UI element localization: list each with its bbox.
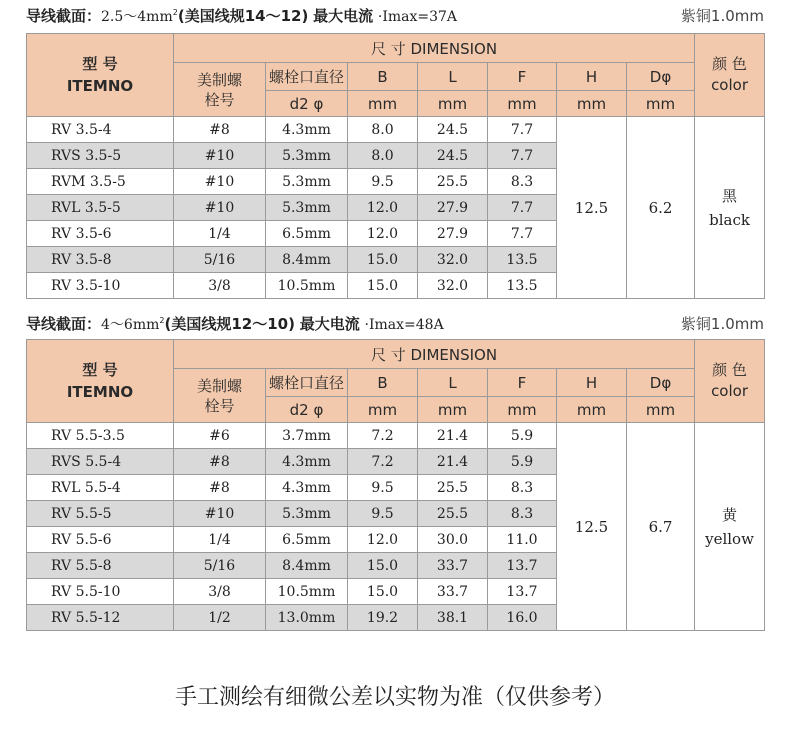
l-cell: 24.5 [418, 117, 488, 143]
bolt-cell: #6 [174, 423, 266, 449]
d2-cell: 5.3mm [266, 169, 348, 195]
l-cell: 32.0 [418, 273, 488, 299]
f-cell: 5.9 [488, 423, 557, 449]
model-cell: RV 5.5-8 [27, 553, 174, 579]
d2-cell: 10.5mm [266, 579, 348, 605]
d2-cell: 13.0mm [266, 605, 348, 631]
b-header: B [348, 63, 418, 91]
bolt-cell: 1/2 [174, 605, 266, 631]
model-cell: RV 3.5-4 [27, 117, 174, 143]
h-unit: mm [557, 397, 627, 423]
table-row [27, 423, 765, 449]
spec-table-1 [26, 33, 765, 299]
model-cell: RVL 3.5-5 [27, 195, 174, 221]
b-cell: 15.0 [348, 247, 418, 273]
d2-cell: 4.3mm [266, 449, 348, 475]
l-cell: 27.9 [418, 195, 488, 221]
l-cell: 33.7 [418, 553, 488, 579]
f-cell: 13.7 [488, 553, 557, 579]
wire-spec-line [26, 313, 444, 334]
b-unit: mm [348, 91, 418, 117]
d2-cell: 5.3mm [266, 143, 348, 169]
bolt-cell: #10 [174, 143, 266, 169]
bolt-cell: 3/8 [174, 579, 266, 605]
b-unit: mm [348, 397, 418, 423]
max-current-value: ·Imax=48A [364, 317, 444, 333]
dimension-header: 尺 寸 DIMENSION [174, 340, 695, 369]
max-current-value: ·Imax=37A [377, 9, 458, 25]
l-cell: 24.5 [418, 143, 488, 169]
b-cell: 15.0 [348, 553, 418, 579]
l-cell: 21.4 [418, 449, 488, 475]
f-cell: 11.0 [488, 527, 557, 553]
model-cell: RVS 3.5-5 [27, 143, 174, 169]
unit-superscript: 2 [159, 316, 165, 325]
material-note: 紫铜1.0mm [680, 315, 764, 333]
bolt-cell: #10 [174, 195, 266, 221]
tolerance-disclaimer: 手工测绘有细微公差以实物为准（仅供参考） [174, 685, 615, 710]
b-cell: 7.2 [348, 449, 418, 475]
d2-unit: d2 φ [266, 91, 348, 117]
f-unit: mm [488, 397, 557, 423]
d2-cell: 6.5mm [266, 221, 348, 247]
bolt-cell: 3/8 [174, 273, 266, 299]
model-cell: RVS 5.5-4 [27, 449, 174, 475]
b-cell: 12.0 [348, 221, 418, 247]
h-header: H [557, 63, 627, 91]
f-cell: 7.7 [488, 195, 557, 221]
d2-cell: 10.5mm [266, 273, 348, 299]
max-current-label: 最大电流 [299, 315, 360, 333]
bolt-cell: #8 [174, 117, 266, 143]
d2-cell: 5.3mm [266, 195, 348, 221]
l-cell: 25.5 [418, 475, 488, 501]
model-cell: RVL 5.5-4 [27, 475, 174, 501]
unit-superscript: 2 [172, 8, 178, 17]
h-value: 12.5 [557, 117, 627, 299]
d2-cell: 8.4mm [266, 247, 348, 273]
f-cell: 13.5 [488, 247, 557, 273]
f-cell: 5.9 [488, 449, 557, 475]
b-cell: 8.0 [348, 117, 418, 143]
wire-section-value: 4～6mm [101, 317, 160, 333]
d-value: 6.2 [627, 117, 695, 299]
f-cell: 7.7 [488, 143, 557, 169]
f-cell: 8.3 [488, 501, 557, 527]
model-cell: RV 5.5-5 [27, 501, 174, 527]
wire-section-label: 导线截面： [26, 7, 102, 25]
us-bolt-header: 美制螺栓号 [174, 369, 266, 423]
f-cell: 7.7 [488, 117, 557, 143]
d2-cell: 3.7mm [266, 423, 348, 449]
d-value: 6.7 [627, 423, 695, 631]
spec-table-2 [26, 339, 765, 631]
model-cell: RVM 3.5-5 [27, 169, 174, 195]
model-cell: RV 5.5-3.5 [27, 423, 174, 449]
f-cell: 8.3 [488, 475, 557, 501]
l-unit: mm [418, 91, 488, 117]
material-note: 紫铜1.0mm [680, 7, 764, 25]
section-1-header [26, 3, 764, 27]
d2-cell: 8.4mm [266, 553, 348, 579]
color-value: 黑 black [695, 117, 765, 299]
table-row [27, 117, 765, 143]
f-cell: 13.5 [488, 273, 557, 299]
d2-cell: 6.5mm [266, 527, 348, 553]
d-unit: mm [627, 397, 695, 423]
l-header: L [418, 63, 488, 91]
f-cell: 16.0 [488, 605, 557, 631]
awg-range: (美国线规14～12) [177, 7, 309, 25]
bolt-cell: #8 [174, 449, 266, 475]
f-header: F [488, 369, 557, 397]
color-value: 黄 yellow [695, 423, 765, 631]
b-cell: 15.0 [348, 273, 418, 299]
awg-range: (美国线规12～10) [164, 315, 295, 333]
bolt-cell: 1/4 [174, 221, 266, 247]
l-unit: mm [418, 397, 488, 423]
l-header: L [418, 369, 488, 397]
l-cell: 25.5 [418, 501, 488, 527]
bolt-diameter-header: 螺栓口直径 [266, 369, 348, 397]
bolt-cell: 5/16 [174, 553, 266, 579]
b-cell: 9.5 [348, 475, 418, 501]
wire-spec-line [26, 5, 457, 26]
d2-cell: 5.3mm [266, 501, 348, 527]
model-cell: RV 5.5-6 [27, 527, 174, 553]
b-cell: 7.2 [348, 423, 418, 449]
d2-unit: d2 φ [266, 397, 348, 423]
l-cell: 33.7 [418, 579, 488, 605]
b-cell: 19.2 [348, 605, 418, 631]
wire-section-value: 2.5～4mm [101, 9, 173, 25]
d-header: Dφ [627, 369, 695, 397]
bolt-cell: #8 [174, 475, 266, 501]
b-cell: 8.0 [348, 143, 418, 169]
model-cell: RV 3.5-8 [27, 247, 174, 273]
h-unit: mm [557, 91, 627, 117]
h-header: H [557, 369, 627, 397]
model-cell: RV 5.5-10 [27, 579, 174, 605]
f-cell: 8.3 [488, 169, 557, 195]
f-header: F [488, 63, 557, 91]
b-cell: 15.0 [348, 579, 418, 605]
bolt-cell: 1/4 [174, 527, 266, 553]
d-unit: mm [627, 91, 695, 117]
bolt-cell: #10 [174, 501, 266, 527]
model-cell: RV 3.5-6 [27, 221, 174, 247]
f-cell: 13.7 [488, 579, 557, 605]
model-cell: RV 5.5-12 [27, 605, 174, 631]
d-header: Dφ [627, 63, 695, 91]
color-header: 颜 色 color [695, 340, 765, 423]
l-cell: 27.9 [418, 221, 488, 247]
l-cell: 38.1 [418, 605, 488, 631]
wire-section-label: 导线截面： [26, 315, 102, 333]
b-cell: 9.5 [348, 501, 418, 527]
us-bolt-header: 美制螺栓号 [174, 63, 266, 117]
l-cell: 32.0 [418, 247, 488, 273]
l-cell: 21.4 [418, 423, 488, 449]
f-cell: 7.7 [488, 221, 557, 247]
max-current-label: 最大电流 [313, 7, 374, 25]
l-cell: 25.5 [418, 169, 488, 195]
l-cell: 30.0 [418, 527, 488, 553]
color-header: 颜 色 color [695, 34, 765, 117]
section-2-header [26, 311, 764, 335]
b-cell: 9.5 [348, 169, 418, 195]
model-header: 型 号 ITEMNO [27, 340, 174, 423]
bolt-cell: #10 [174, 169, 266, 195]
f-unit: mm [488, 91, 557, 117]
h-value: 12.5 [557, 423, 627, 631]
d2-cell: 4.3mm [266, 475, 348, 501]
dimension-header: 尺 寸 DIMENSION [174, 34, 695, 63]
model-header: 型 号 ITEMNO [27, 34, 174, 117]
b-header: B [348, 369, 418, 397]
bolt-diameter-header: 螺栓口直径 [266, 63, 348, 91]
b-cell: 12.0 [348, 195, 418, 221]
model-cell: RV 3.5-10 [27, 273, 174, 299]
d2-cell: 4.3mm [266, 117, 348, 143]
bolt-cell: 5/16 [174, 247, 266, 273]
b-cell: 12.0 [348, 527, 418, 553]
